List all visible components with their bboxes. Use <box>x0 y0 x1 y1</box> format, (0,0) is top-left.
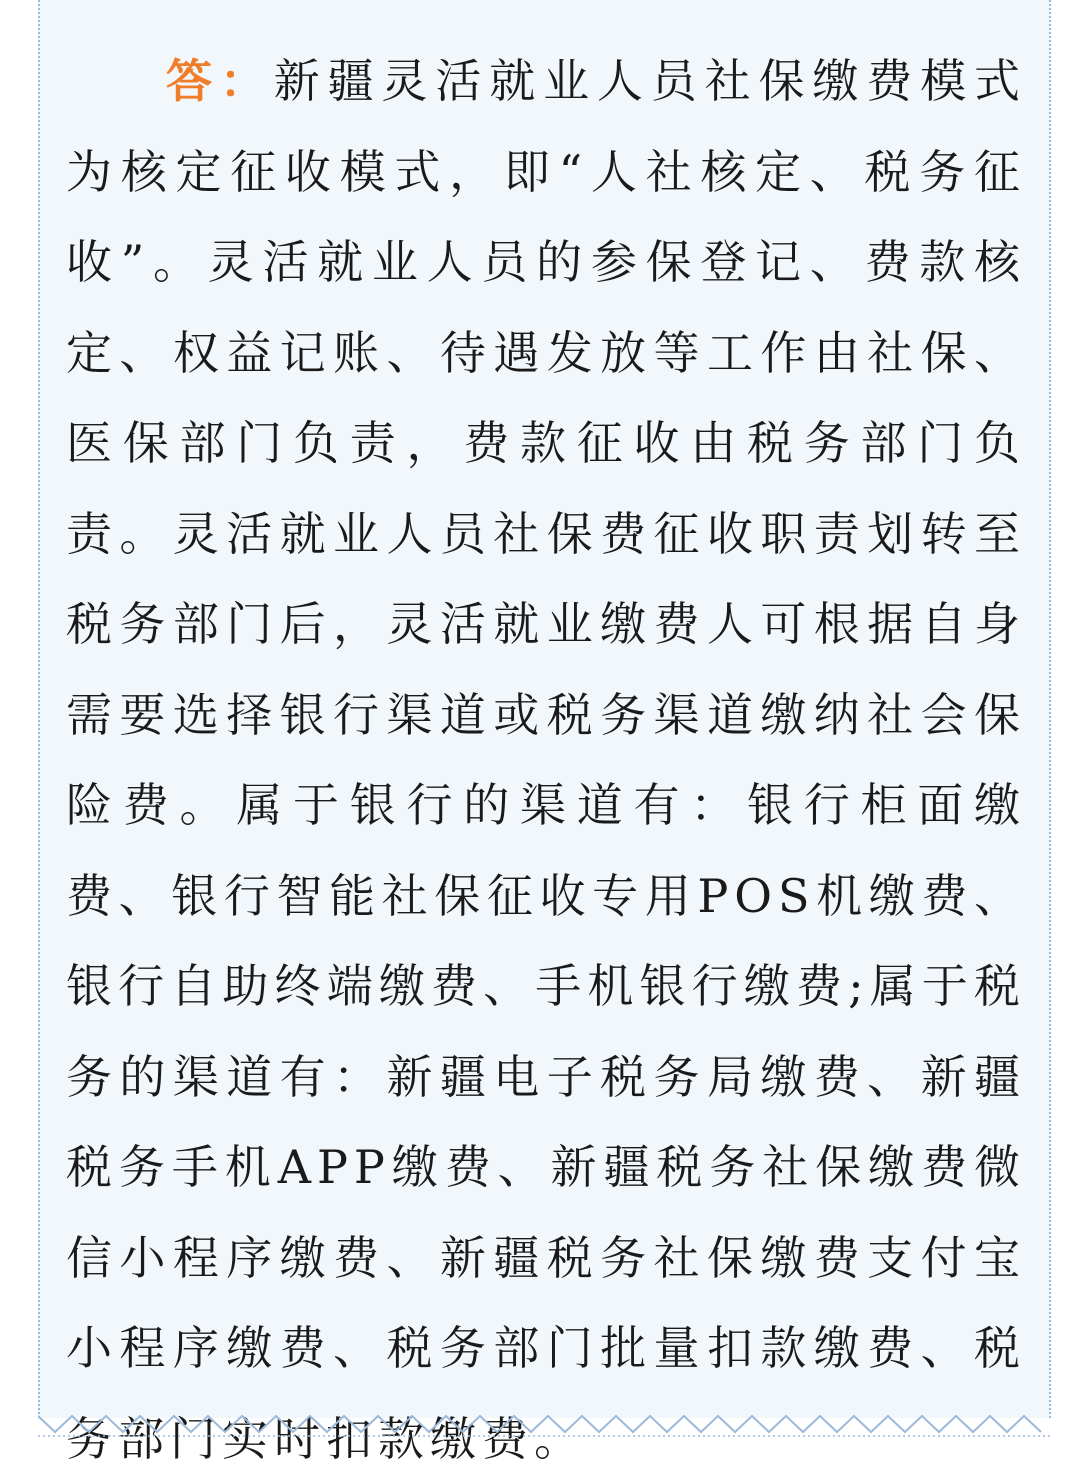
left-dotted-border <box>38 0 40 1418</box>
right-dotted-border <box>1049 0 1051 1418</box>
zigzag-bottom-border <box>38 1410 1050 1444</box>
answer-text: 新疆灵活就业人员社保缴费模式为核定征收模式，即“人社核定、税务征收”。灵活就业人员的参保登记、费款核定、权益记账、待遇发放等工作由社保、医保部门负责，费款征收由税务部门负责。灵活就业人员社保费征收职责划转至税务部门后，灵活就业缴费人可根据自身需要选择银行渠道或税务渠道缴纳社会保险费。属于银行的渠道有：银行柜面缴费、银行智能社保征收专用POS机缴费、银行自助终端缴费、手机银行缴费;属于税务的渠道有：新疆电子税务局缴费、新疆税务手机APP缴费、新疆税务社保缴费微信小程序缴费、新疆税务社保缴费支付宝小程序缴费、税务部门批量扣款缴费、税务部门实时扣款缴费。 <box>66 54 1027 1466</box>
answer-label: 答： <box>166 54 274 108</box>
answer-paragraph <box>66 36 1026 1484</box>
